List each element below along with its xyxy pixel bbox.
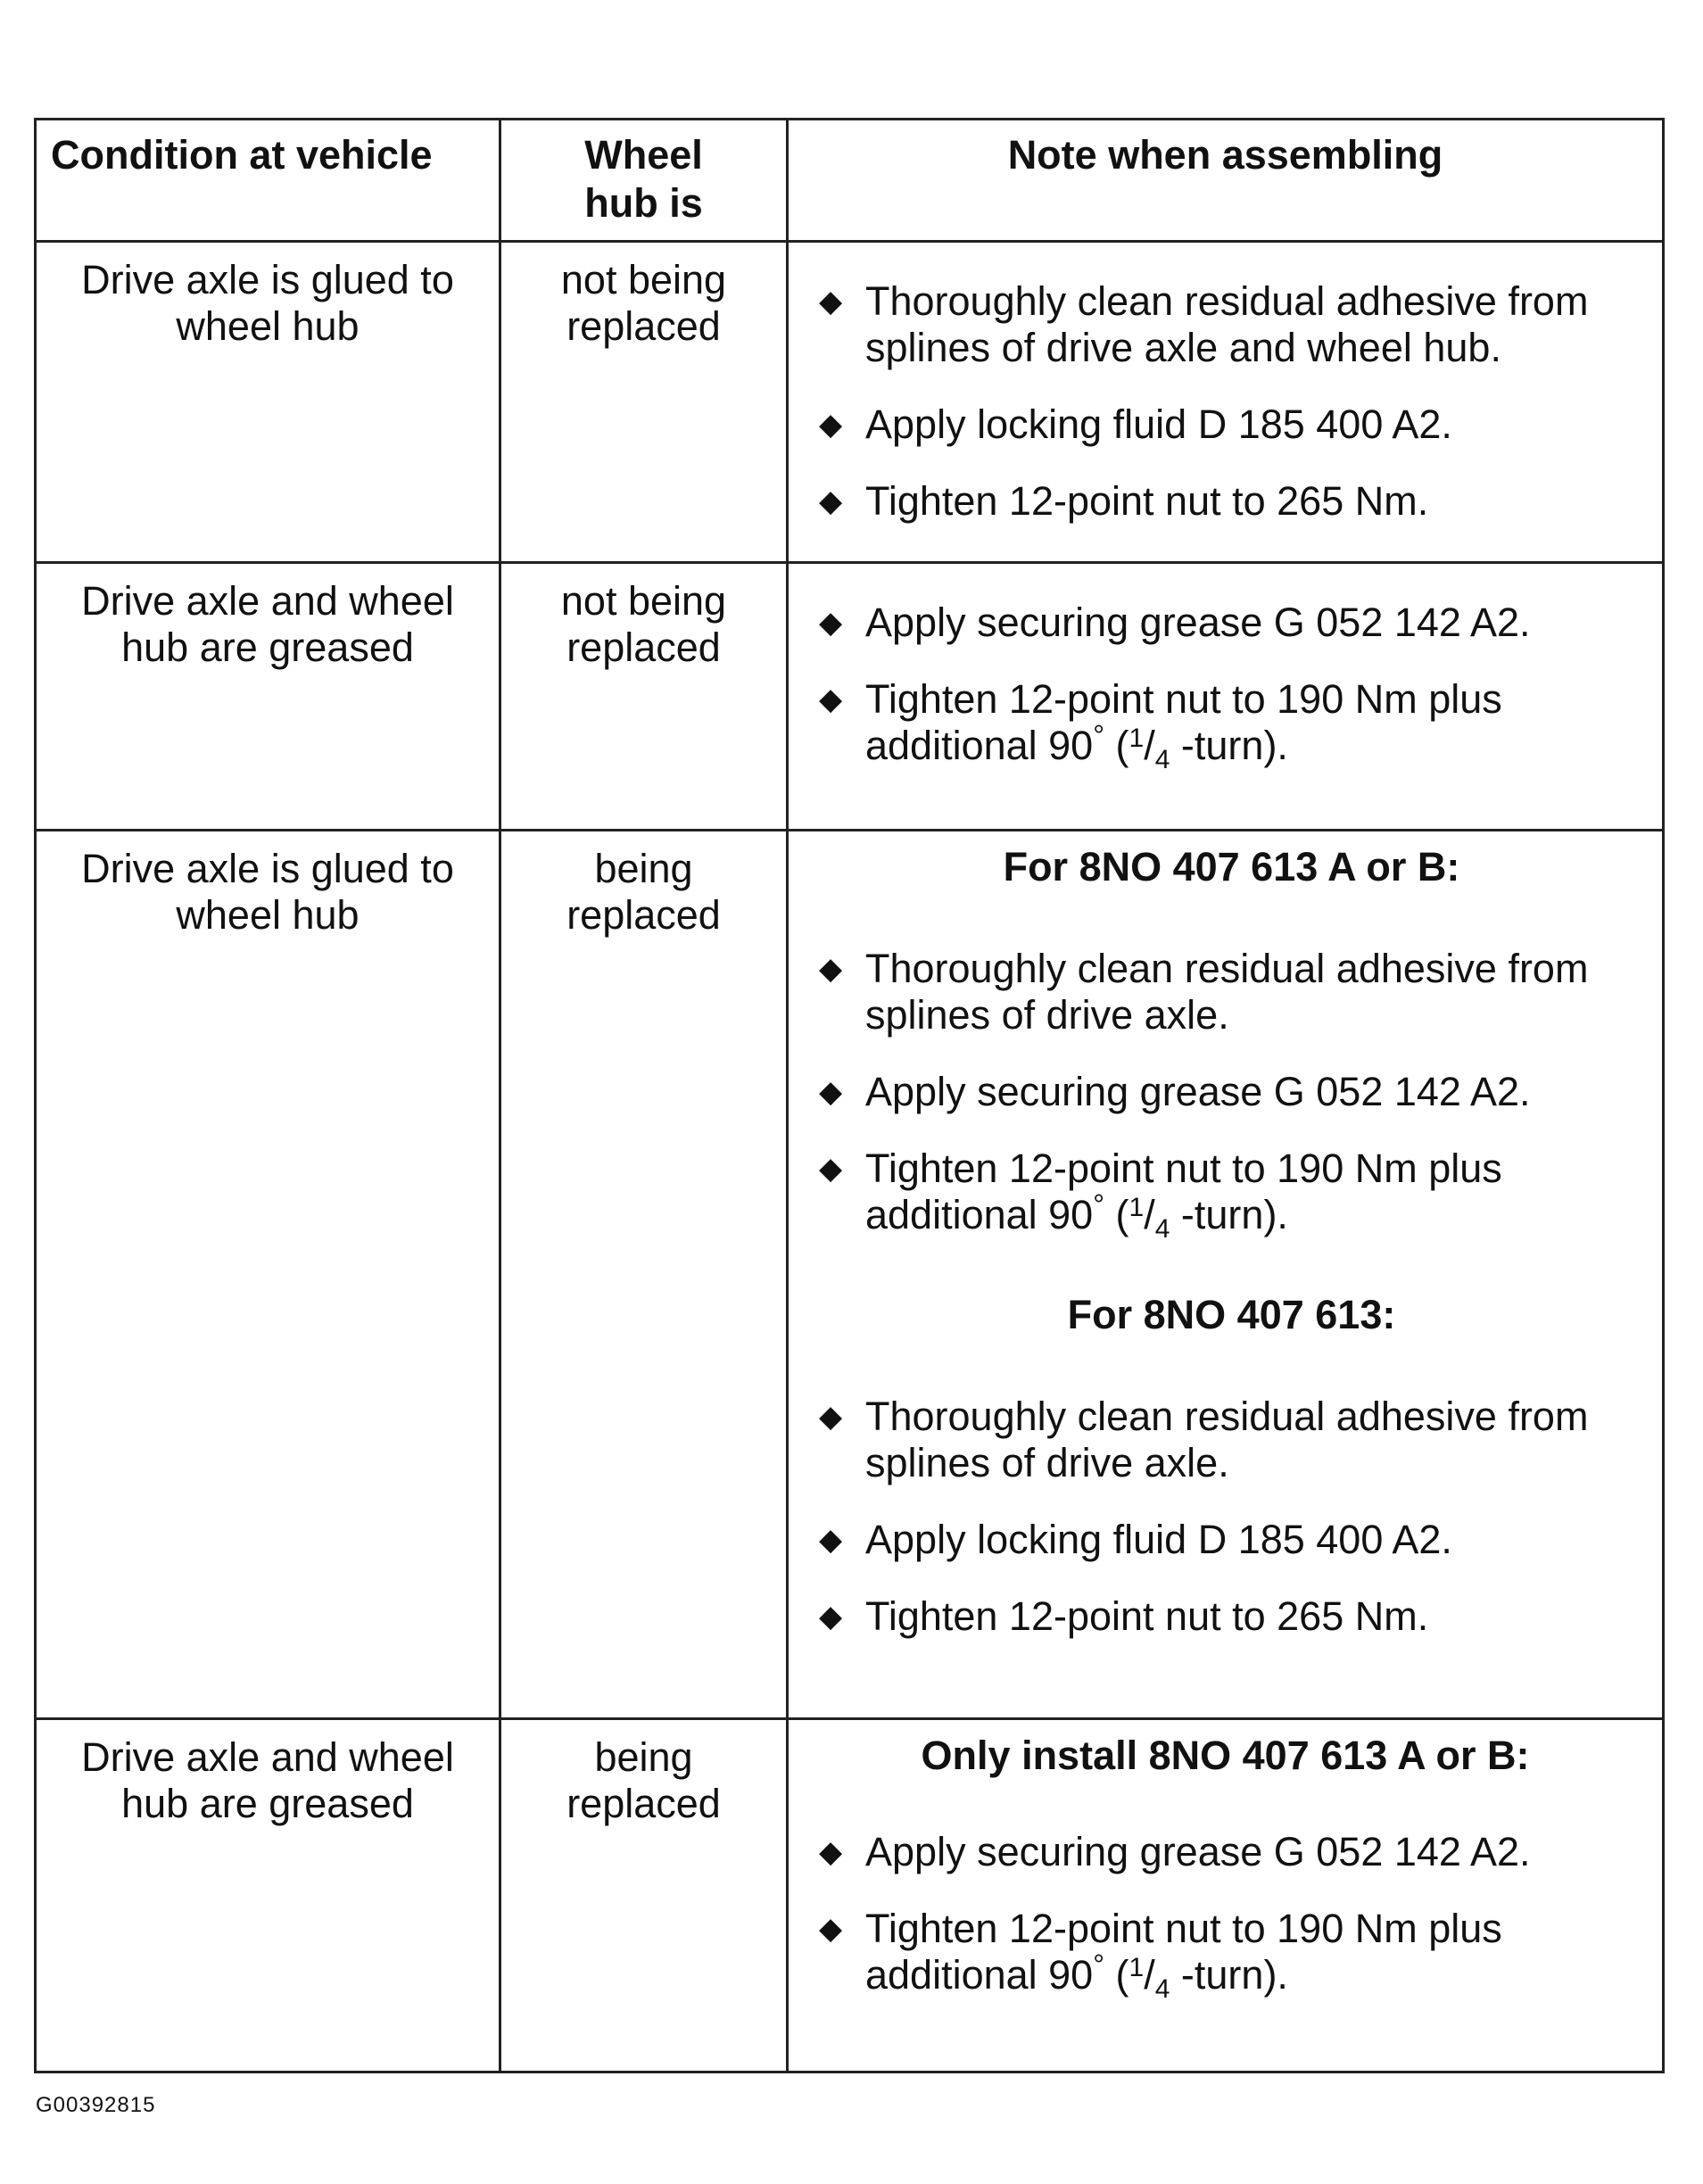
list-item xyxy=(819,478,1644,525)
diamond-bullet-icon: ◆ xyxy=(819,1835,843,1869)
figure-code: G00392815 xyxy=(36,2093,156,2117)
header-cell-note xyxy=(789,120,1662,240)
table-header-row xyxy=(37,120,1662,243)
list-item xyxy=(819,1517,1644,1563)
note-text: Tighten 12-point nut to 190 Nm plus xyxy=(865,1906,1502,1951)
group-title: For 8NO 407 613 A or B: xyxy=(1003,844,1460,889)
condition-cell xyxy=(37,831,501,1717)
list-item xyxy=(819,1593,1644,1640)
fraction-denominator: 4 xyxy=(1154,745,1170,774)
condition-cell xyxy=(37,1720,501,2071)
note-text: Thoroughly clean residual adhesive from splines of drive axle and wheel hub. xyxy=(865,278,1589,370)
fraction-denominator: 4 xyxy=(1154,1214,1170,1244)
list-item xyxy=(819,946,1644,1038)
hub-cell xyxy=(501,243,789,561)
note-text: -turn). xyxy=(1180,1952,1288,1998)
diamond-bullet-icon: ◆ xyxy=(819,484,843,518)
notes-list xyxy=(819,278,1644,555)
note-text: Thoroughly clean residual adhesive from splines of drive axle. xyxy=(865,946,1589,1038)
list-item xyxy=(819,600,1644,646)
condition-text: Drive axle and wheel hub are greased xyxy=(81,1734,454,1826)
diamond-bullet-icon: ◆ xyxy=(819,1600,843,1634)
header-cell-wheel-hub xyxy=(501,120,789,240)
notes-cell xyxy=(789,243,1662,561)
hub-cell xyxy=(501,1720,789,2071)
notes-list xyxy=(819,600,1644,799)
note-text: Thoroughly clean residual adhesive from splines of drive axle. xyxy=(865,1394,1589,1485)
fraction-numerator: 1 xyxy=(1128,1193,1145,1222)
table-row xyxy=(37,243,1662,564)
hub-status-text: not being replaced xyxy=(560,578,727,670)
hub-status-text: being replaced xyxy=(566,1734,721,1826)
list-item: ◆ Tighten 12-point nut to 190 Nm plus additional 90° ($^1/_4$ -turn). xyxy=(819,676,1502,774)
list-item xyxy=(819,1829,1644,1875)
notes-cell xyxy=(789,564,1662,829)
table-row xyxy=(37,1720,1662,2071)
diamond-bullet-icon: ◆ xyxy=(819,408,843,442)
fraction-denominator: 4 xyxy=(1154,1974,1170,2004)
hub-cell xyxy=(501,564,789,829)
condition-text: Drive axle is glued to wheel hub xyxy=(81,257,454,349)
note-text: Apply securing grease G 052 142 A2. xyxy=(865,600,1531,645)
note-text: Tighten 12-point nut to 265 Nm. xyxy=(865,478,1429,524)
note-text: -turn). xyxy=(1180,723,1288,768)
table-row xyxy=(37,831,1662,1720)
degree-symbol: ° xyxy=(1093,1948,1105,1981)
notes-cell xyxy=(789,831,1662,1717)
note-text: additional 90 xyxy=(865,1952,1094,1998)
header-cell-condition xyxy=(37,120,501,240)
list-item: ◆ Tighten 12-point nut to 190 Nm plus additional 90° ($^1/_4$ -turn). xyxy=(819,1906,1502,2004)
fraction-numerator: 1 xyxy=(1128,724,1145,753)
diamond-bullet-icon: ◆ xyxy=(819,1912,843,1946)
header-condition: Condition at vehicle xyxy=(51,132,433,178)
header-wheel-hub: Wheel hub is xyxy=(584,132,703,226)
note-text: Tighten 12-point nut to 190 Nm plus xyxy=(865,676,1502,722)
note-text: -turn). xyxy=(1180,1192,1288,1237)
table-row xyxy=(37,564,1662,831)
group-title: Only install 8NO 407 613 A or B: xyxy=(921,1733,1530,1778)
note-text: Apply locking fluid D 185 400 A2. xyxy=(865,1517,1452,1562)
note-text: additional 90 xyxy=(865,1192,1094,1237)
hub-status-text: being replaced xyxy=(566,846,721,938)
note-text: Apply securing grease G 052 142 A2. xyxy=(865,1069,1531,1114)
degree-symbol: ° xyxy=(1093,719,1105,751)
diamond-bullet-icon: ◆ xyxy=(819,1152,843,1186)
condition-text: Drive axle and wheel hub are greased xyxy=(81,578,454,670)
note-text: additional 90 xyxy=(865,723,1094,768)
note-text: Apply securing grease G 052 142 A2. xyxy=(865,1829,1531,1874)
degree-symbol: ° xyxy=(1093,1188,1105,1220)
diamond-bullet-icon: ◆ xyxy=(819,682,843,716)
hub-cell xyxy=(501,831,789,1717)
list-item xyxy=(819,278,1644,371)
diamond-bullet-icon: ◆ xyxy=(819,1400,843,1434)
notes-list xyxy=(819,844,1644,1670)
diamond-bullet-icon: ◆ xyxy=(819,285,843,318)
diamond-bullet-icon: ◆ xyxy=(819,952,843,986)
header-note: Note when assembling xyxy=(1007,132,1443,178)
group-title: For 8NO 407 613: xyxy=(1067,1292,1396,1337)
note-text: Tighten 12-point nut to 265 Nm. xyxy=(865,1593,1429,1639)
note-text: Tighten 12-point nut to 190 Nm plus xyxy=(865,1146,1502,1191)
fraction-numerator: 1 xyxy=(1128,1953,1145,1982)
diamond-bullet-icon: ◆ xyxy=(819,1075,843,1109)
condition-cell xyxy=(37,564,501,829)
hub-status-text: not being replaced xyxy=(560,257,727,349)
condition-cell xyxy=(37,243,501,561)
assembly-notes-table xyxy=(34,118,1665,2073)
diamond-bullet-icon: ◆ xyxy=(819,1523,843,1557)
condition-text: Drive axle is glued to wheel hub xyxy=(81,846,454,938)
list-item xyxy=(819,1069,1644,1115)
notes-cell xyxy=(789,1720,1662,2071)
notes-list xyxy=(806,1733,1644,2029)
diamond-bullet-icon: ◆ xyxy=(819,606,843,640)
note-text: Apply locking fluid D 185 400 A2. xyxy=(865,401,1452,447)
list-item: ◆ Tighten 12-point nut to 190 Nm plus additional 90° ($^1/_4$ -turn). xyxy=(819,1146,1502,1244)
list-item xyxy=(819,1394,1644,1486)
list-item xyxy=(819,401,1644,448)
